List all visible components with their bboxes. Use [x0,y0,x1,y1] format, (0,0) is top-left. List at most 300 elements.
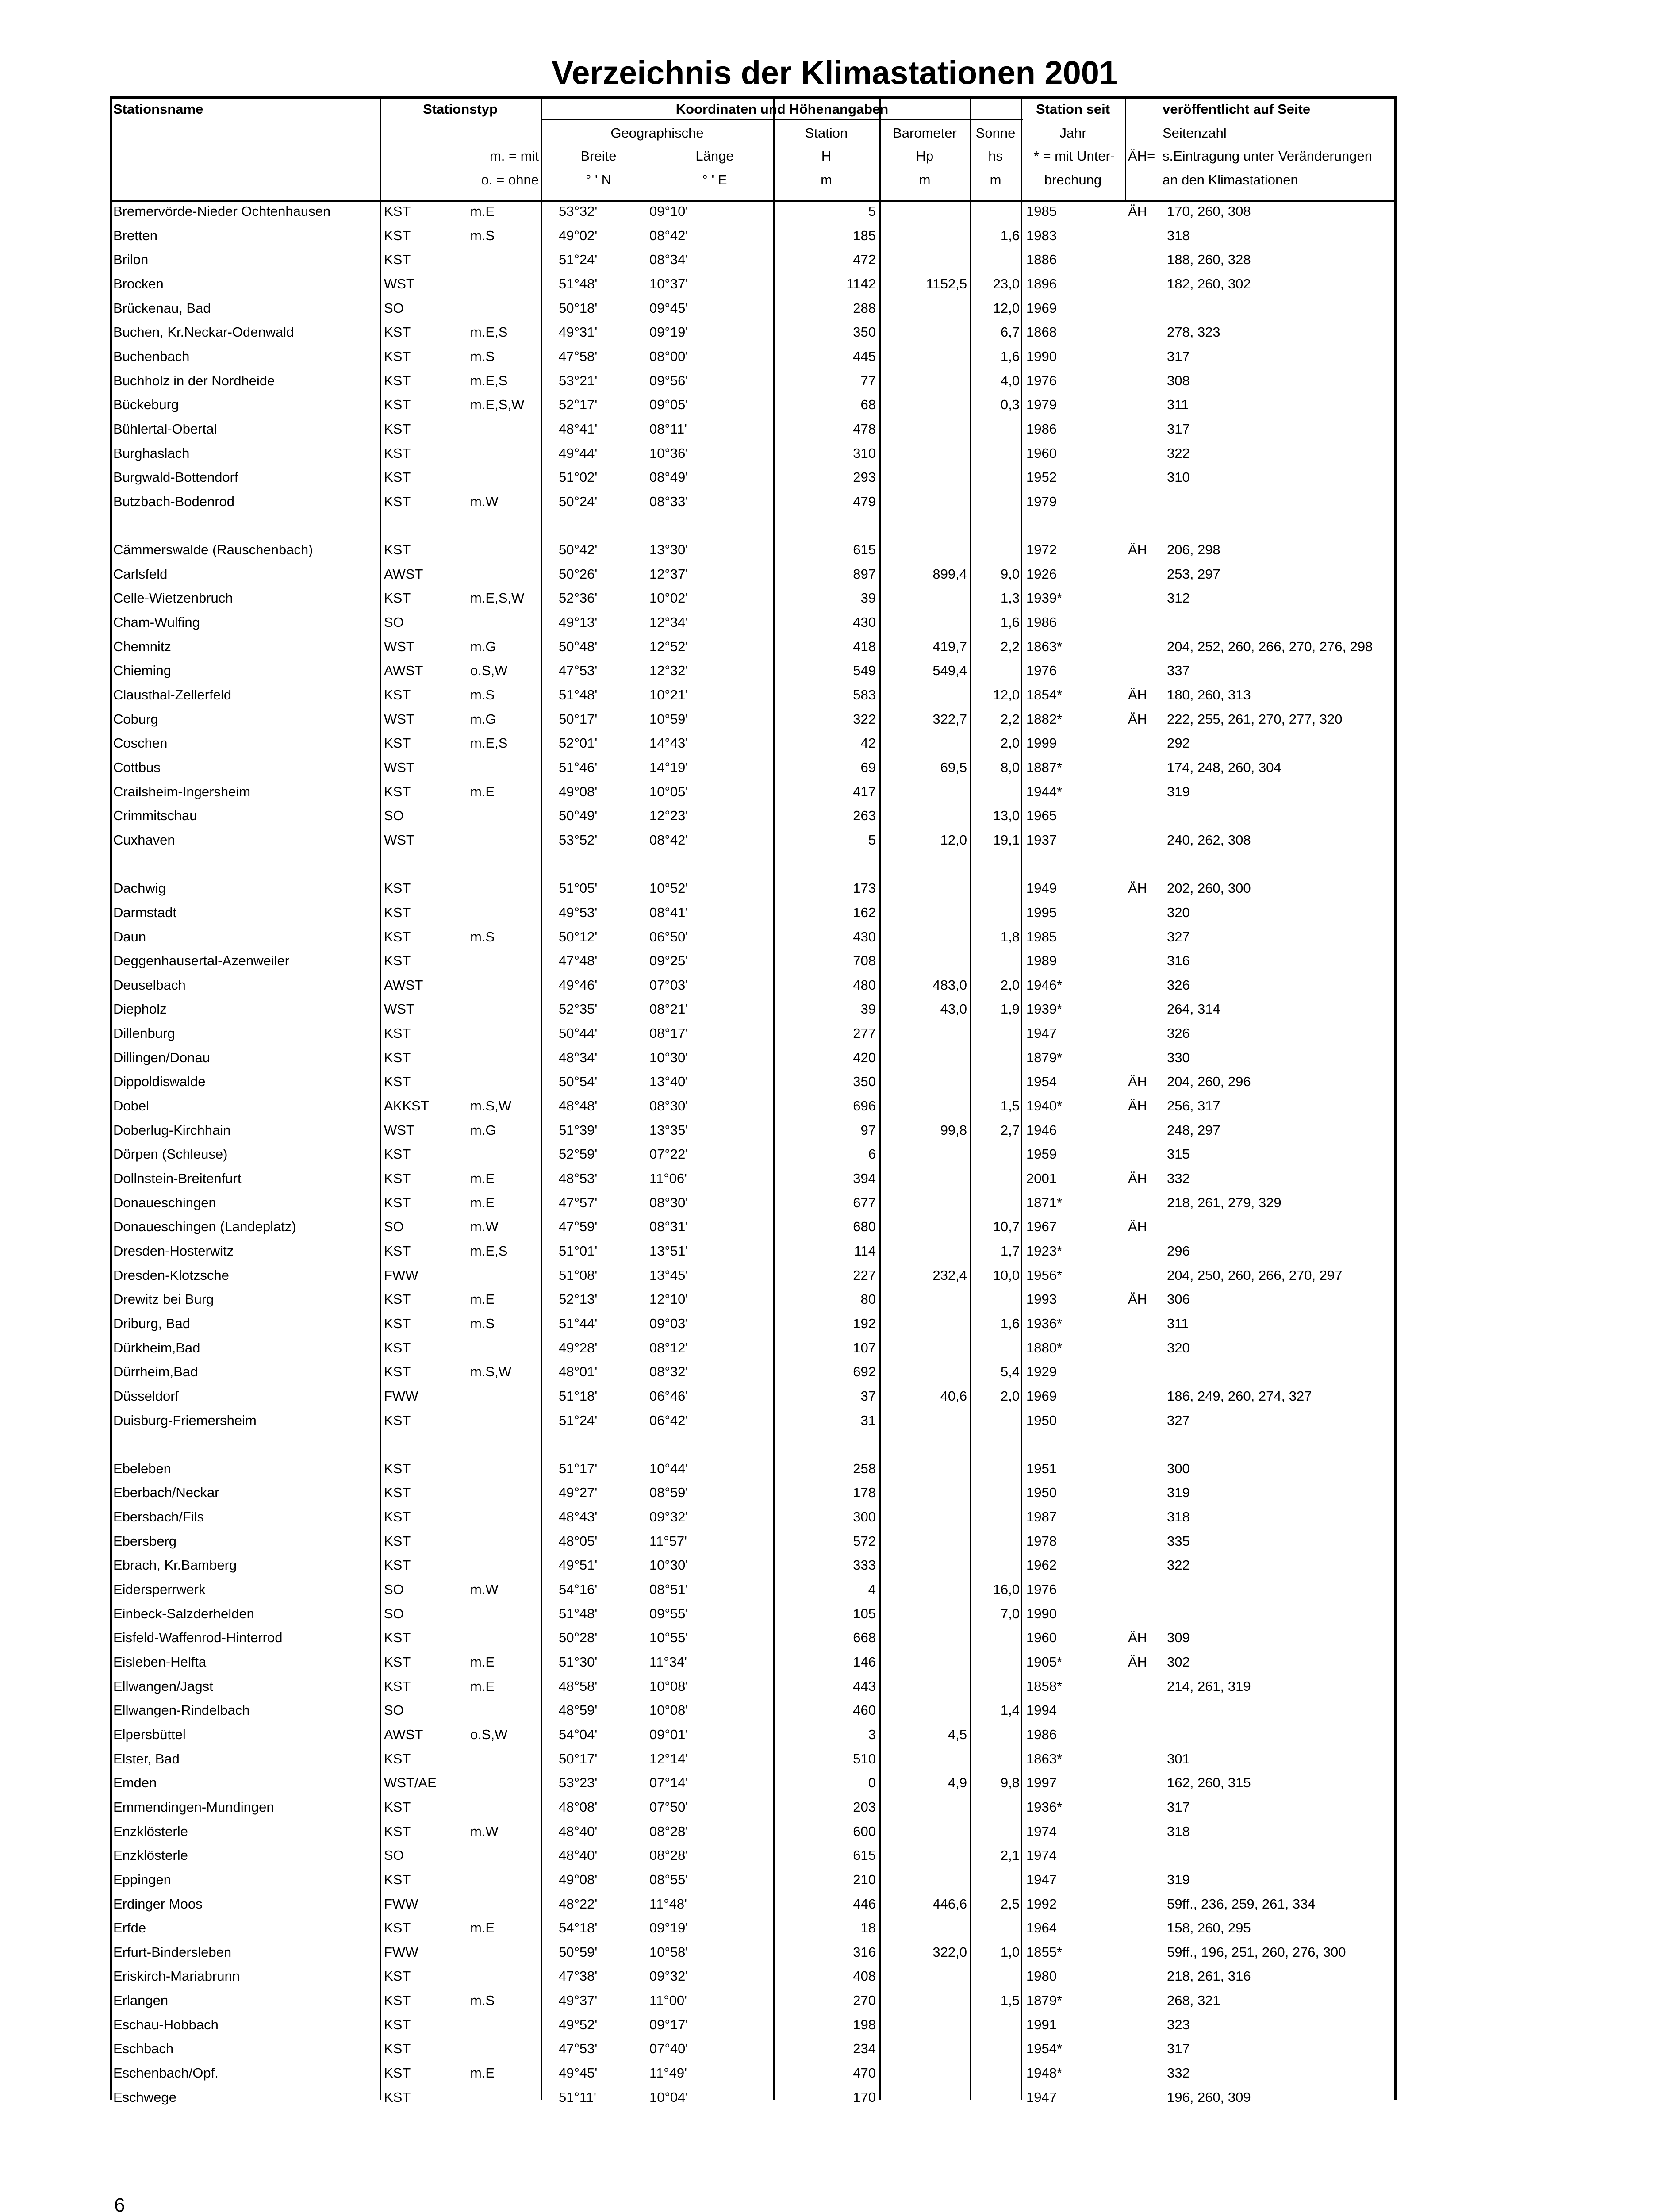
station-name: Eisleben-Helfta [113,1654,207,1670]
station-mit-ohne: m.E [470,1678,495,1694]
page-title: Verzeichnis der Klimastationen 2001 [551,54,1118,91]
station-name: Eisfeld-Waffenrod-Hinterrod [113,1630,283,1646]
station-since: 1854* [1026,687,1063,703]
station-name: Ebeleben [113,1460,172,1476]
longitude: 08°55' [649,1871,688,1887]
station-height: 97 [860,1122,876,1138]
longitude: 08°42' [649,832,688,848]
station-type: KST [384,1557,411,1573]
station-name: Erlangen [113,1993,169,2008]
station-since: 1947 [1026,2089,1057,2105]
station-name: Ebersbach/Fils [113,1509,204,1525]
barometer-height: 899,4 [932,566,967,582]
longitude: 08°00' [649,348,688,364]
published-pages: 59ff., 196, 251, 260, 276, 300 [1167,1944,1346,1960]
header-barometer-hp: Hp [916,148,934,164]
station-name: Dobel [113,1098,149,1114]
station-since: 1948* [1026,2065,1063,2081]
station-since: 1985 [1026,929,1057,945]
station-height: 5 [868,832,876,848]
station-since: 2001 [1026,1171,1057,1186]
station-type: KST [384,2041,411,2057]
station-height: 4 [868,1582,876,1598]
station-since: 1939* [1026,1001,1063,1017]
station-name: Brilon [113,252,149,268]
published-pages: 292 [1167,735,1190,751]
station-type: FWW [384,1267,418,1283]
longitude: 08°42' [649,227,688,243]
station-since: 1980 [1026,1968,1057,1984]
header-station: Station [805,125,848,141]
sun-height: 16,0 [993,1582,1020,1598]
aenderung-marker: ÄH [1128,1630,1147,1646]
station-name: Eppingen [113,1871,172,1887]
longitude: 12°37' [649,566,688,582]
station-since: 1937 [1026,832,1057,848]
station-since: 1939* [1026,590,1063,606]
station-height: 510 [853,1751,876,1767]
station-height: 394 [853,1171,876,1186]
latitude: 54°04' [559,1726,598,1742]
longitude: 08°11' [649,421,687,437]
station-type: KST [384,1630,411,1646]
station-name: Dachwig [113,880,166,896]
aenderung-marker: ÄH [1128,1098,1147,1114]
station-type: KST [384,1315,411,1331]
station-height: 446 [853,1896,876,1912]
station-type: KST [384,735,411,751]
longitude: 10°37' [649,276,688,292]
station-height: 692 [853,1364,876,1380]
longitude: 14°19' [649,759,688,775]
latitude: 48°08' [559,1799,598,1815]
station-type: KST [384,348,411,364]
station-type: WST [384,638,414,654]
station-since: 1950 [1026,1485,1057,1501]
published-pages: 320 [1167,1340,1190,1356]
station-type: KST [384,1920,411,1936]
published-pages: 204, 250, 260, 266, 270, 297 [1167,1267,1343,1283]
station-name: Ebrach, Kr.Bamberg [113,1557,237,1573]
station-type: SO [384,614,404,630]
station-since: 1946 [1026,1122,1057,1138]
station-height: 270 [853,1993,876,2008]
longitude: 08°51' [649,1582,688,1598]
station-name: Deuselbach [113,977,186,993]
station-since: 1989 [1026,953,1057,969]
station-height: 6 [868,1146,876,1162]
station-height: 263 [853,808,876,824]
station-type: SO [384,1702,404,1718]
station-height: 31 [860,1412,876,1428]
station-since: 1950 [1026,1412,1057,1428]
station-since: 1967 [1026,1219,1057,1235]
aenderung-marker: ÄH [1128,1291,1147,1307]
published-pages: 301 [1167,1751,1190,1767]
latitude: 50°17' [559,711,598,727]
latitude: 48°48' [559,1098,598,1114]
longitude: 08°59' [649,1485,688,1501]
station-since: 1954 [1026,1074,1057,1090]
station-since: 1954* [1026,2041,1063,2057]
latitude: 49°13' [559,614,598,630]
header-klimastationen: an den Klimastationen [1163,172,1298,188]
longitude: 09°32' [649,1509,688,1525]
published-pages: 186, 249, 260, 274, 327 [1167,1388,1312,1404]
station-type: KST [384,880,411,896]
station-type: AKKST [384,1098,429,1114]
header-stationstyp: Stationstyp [423,101,498,117]
station-type: FWW [384,1944,418,1960]
sun-height: 13,0 [993,808,1020,824]
station-since: 1999 [1026,735,1057,751]
station-mit-ohne: m.E [470,1291,495,1307]
longitude: 08°30' [649,1098,688,1114]
published-pages: 214, 261, 319 [1167,1678,1251,1694]
latitude: 49°46' [559,977,598,993]
longitude: 06°50' [649,929,688,945]
station-type: SO [384,300,404,316]
header-ah: ÄH= [1128,148,1155,164]
station-name: Eriskirch-Mariabrunn [113,1968,240,1984]
station-height: 480 [853,977,876,993]
latitude: 50°26' [559,566,598,582]
station-since: 1997 [1026,1775,1057,1791]
sun-height: 7,0 [1000,1605,1020,1621]
station-height: 210 [853,1871,876,1887]
published-pages: 174, 248, 260, 304 [1167,759,1281,775]
station-name: Buchen, Kr.Neckar-Odenwald [113,324,294,340]
published-pages: 311 [1167,397,1189,413]
sun-height: 10,0 [993,1267,1020,1283]
station-height: 178 [853,1485,876,1501]
station-mit-ohne: m.S,W [470,1364,511,1380]
station-type: KST [384,783,411,799]
station-since: 1879* [1026,1993,1063,2008]
longitude: 12°14' [649,1751,688,1767]
header-rule-koord [541,119,1023,120]
station-name: Bremervörde-Nieder Ochtenhausen [113,204,331,219]
station-name: Dillenburg [113,1025,175,1041]
station-since: 1993 [1026,1291,1057,1307]
longitude: 09°32' [649,1968,688,1984]
station-type: AWST [384,977,423,993]
station-type: SO [384,1219,404,1235]
published-pages: 240, 262, 308 [1167,832,1251,848]
station-type: KST [384,324,411,340]
station-type: KST [384,1025,411,1041]
published-pages: 222, 255, 261, 270, 277, 320 [1167,711,1343,727]
latitude: 47°59' [559,1219,598,1235]
latitude: 49°31' [559,324,598,340]
station-type: KST [384,2089,411,2105]
table-right-border [1394,96,1397,2100]
station-type: KST [384,1049,411,1065]
latitude: 48°40' [559,1847,598,1863]
published-pages: 204, 252, 260, 266, 270, 276, 298 [1167,638,1373,654]
aenderung-marker: ÄH [1128,204,1147,219]
latitude: 54°18' [559,1920,598,1936]
station-since: 1923* [1026,1243,1063,1259]
station-type: KST [384,397,411,413]
longitude: 07°22' [649,1146,688,1162]
aenderung-marker: ÄH [1128,711,1147,727]
station-height: 572 [853,1533,876,1549]
station-height: 162 [853,904,876,920]
station-height: 600 [853,1823,876,1839]
station-name: Düsseldorf [113,1388,179,1404]
latitude: 51°02' [559,469,598,485]
station-type: WST [384,276,414,292]
latitude: 48°43' [559,1509,598,1525]
latitude: 47°38' [559,1968,598,1984]
station-name: Dürrheim,Bad [113,1364,198,1380]
longitude: 08°12' [649,1340,688,1356]
longitude: 10°44' [649,1460,688,1476]
station-since: 1936* [1026,1799,1063,1815]
station-type: KST [384,1485,411,1501]
longitude: 11°49' [649,2065,687,2081]
published-pages: 302 [1167,1654,1190,1670]
published-pages: 317 [1167,2041,1190,2057]
station-type: KST [384,2065,411,2081]
station-type: WST/AE [384,1775,437,1791]
station-since: 1994 [1026,1702,1057,1718]
longitude: 09°05' [649,397,688,413]
station-since: 1986 [1026,614,1057,630]
station-height: 39 [860,590,876,606]
published-pages: 256, 317 [1167,1098,1220,1114]
station-mit-ohne: m.E [470,1171,495,1186]
station-type: KST [384,227,411,243]
station-mit-ohne: m.E,S [470,735,508,751]
station-height: 479 [853,493,876,509]
station-height: 18 [860,1920,876,1936]
station-height: 1142 [846,276,876,292]
station-name: Elster, Bad [113,1751,180,1767]
latitude: 49°37' [559,1993,598,2008]
station-mit-ohne: m.S,W [470,1098,511,1114]
station-mit-ohne: m.S [470,929,495,945]
station-type: KST [384,687,411,703]
station-height: 680 [853,1219,876,1235]
station-name: Drewitz bei Burg [113,1291,214,1307]
station-type: KST [384,1460,411,1476]
station-since: 1991 [1026,2016,1057,2032]
station-since: 1962 [1026,1557,1057,1573]
station-height: 430 [853,614,876,630]
station-height: 198 [853,2016,876,2032]
station-since: 1887* [1026,759,1063,775]
station-mit-ohne: m.G [470,711,496,727]
station-type: WST [384,832,414,848]
longitude: 10°08' [649,1702,688,1718]
published-pages: 322 [1167,1557,1190,1573]
sun-height: 1,6 [1000,348,1020,364]
longitude: 09°01' [649,1726,688,1742]
longitude: 10°05' [649,783,688,799]
header-station-h: H [821,148,832,164]
station-type: SO [384,1582,404,1598]
station-name: Coschen [113,735,168,751]
station-since: 1986 [1026,421,1057,437]
station-name: Bühlertal-Obertal [113,421,217,437]
sun-height: 1,6 [1000,227,1020,243]
published-pages: 206, 298 [1167,542,1220,558]
station-since: 1983 [1026,227,1057,243]
station-height: 897 [853,566,876,582]
header-sonne-hs: hs [988,148,1003,164]
latitude: 50°28' [559,1630,598,1646]
longitude: 13°51' [649,1243,688,1259]
column-rule-0 [380,96,381,2100]
station-type: KST [384,1412,411,1428]
latitude: 52°13' [559,1291,598,1307]
sun-height: 0,3 [1000,397,1020,413]
longitude: 09°03' [649,1315,688,1331]
published-pages: 218, 261, 316 [1167,1968,1251,1984]
station-height: 350 [853,324,876,340]
header-barometer: Barometer [893,125,957,141]
station-height: 316 [853,1944,876,1960]
station-since: 1990 [1026,348,1057,364]
barometer-height: 322,7 [932,711,967,727]
sun-height: 2,7 [1000,1122,1020,1138]
longitude: 07°14' [649,1775,688,1791]
latitude: 50°18' [559,300,598,316]
station-type: KST [384,2016,411,2032]
header-sonne-m: m [990,172,1001,188]
longitude: 10°30' [649,1049,688,1065]
station-type: KST [384,1509,411,1525]
longitude: 14°43' [649,735,688,751]
station-type: KST [384,1968,411,1984]
station-name: Crailsheim-Ingersheim [113,783,251,799]
longitude: 08°49' [649,469,688,485]
station-height: 293 [853,469,876,485]
station-name: Dresden-Hosterwitz [113,1243,234,1259]
aenderung-marker: ÄH [1128,1171,1147,1186]
header-geographische: Geographische [610,125,704,141]
barometer-height: 12,0 [940,832,967,848]
station-since: 1960 [1026,1630,1057,1646]
latitude: 47°57' [559,1194,598,1210]
station-name: Emden [113,1775,157,1791]
station-name: Ellwangen-Rindelbach [113,1702,250,1718]
longitude: 06°42' [649,1412,688,1428]
station-height: 460 [853,1702,876,1718]
header-breite-unit: ° ' N [586,172,611,188]
station-type: KST [384,1074,411,1090]
barometer-height: 69,5 [940,759,967,775]
station-name: Ebersberg [113,1533,177,1549]
published-pages: 204, 260, 296 [1167,1074,1251,1090]
published-pages: 188, 260, 328 [1167,252,1251,268]
published-pages: 327 [1167,929,1190,945]
published-pages: 308 [1167,373,1190,388]
station-type: WST [384,759,414,775]
header-eintragung: s.Eintragung unter Veränderungen [1163,148,1372,164]
station-name: Coburg [113,711,158,727]
station-since: 1871* [1026,1194,1063,1210]
sun-height: 1,4 [1000,1702,1020,1718]
station-height: 668 [853,1630,876,1646]
published-pages: 218, 261, 279, 329 [1167,1194,1281,1210]
station-type: WST [384,711,414,727]
station-since: 1947 [1026,1871,1057,1887]
longitude: 10°08' [649,1678,688,1694]
published-pages: 310 [1167,469,1190,485]
longitude: 07°50' [649,1799,688,1815]
sun-height: 5,4 [1000,1364,1020,1380]
barometer-height: 43,0 [940,1001,967,1017]
station-type: KST [384,1291,411,1307]
station-height: 192 [853,1315,876,1331]
latitude: 51°30' [559,1654,598,1670]
sun-height: 9,0 [1000,566,1020,582]
longitude: 10°55' [649,1630,688,1646]
longitude: 07°40' [649,2041,688,2057]
latitude: 47°53' [559,663,598,679]
header-m-mit: m. = mit [489,148,539,164]
published-pages: 309 [1167,1630,1190,1646]
station-mit-ohne: m.S [470,348,495,364]
station-type: SO [384,1605,404,1621]
station-mit-ohne: m.S [470,687,495,703]
published-pages: 317 [1167,348,1190,364]
header-mit-unter: * = mit Unter- [1033,148,1115,164]
station-name: Chemnitz [113,638,171,654]
station-since: 1960 [1026,445,1057,461]
header-breite: Breite [580,148,617,164]
latitude: 49°08' [559,783,598,799]
sun-height: 9,8 [1000,1775,1020,1791]
station-name: Darmstadt [113,904,176,920]
published-pages: 180, 260, 313 [1167,687,1251,703]
sun-height: 1,5 [1000,1098,1020,1114]
longitude: 11°48' [649,1896,687,1912]
station-height: 37 [860,1388,876,1404]
header-o-ohne: o. = ohne [481,172,539,188]
published-pages: 330 [1167,1049,1190,1065]
station-since: 1985 [1026,204,1057,219]
station-since: 1929 [1026,1364,1057,1380]
station-type: KST [384,1171,411,1186]
latitude: 50°59' [559,1944,598,1960]
station-mit-ohne: m.S [470,227,495,243]
station-name: Elpersbüttel [113,1726,186,1742]
station-mit-ohne: m.W [470,1219,499,1235]
station-name: Enzklösterle [113,1823,188,1839]
published-pages: 319 [1167,1485,1190,1501]
station-name: Burgwald-Bottendorf [113,469,238,485]
sun-height: 2,2 [1000,711,1020,727]
sun-height: 2,0 [1000,735,1020,751]
station-height: 69 [860,759,876,775]
station-mit-ohne: m.E [470,1654,495,1670]
longitude: 12°52' [649,638,688,654]
station-mit-ohne: m.E [470,204,495,219]
station-since: 1855* [1026,1944,1063,1960]
station-name: Bretten [113,227,157,243]
sun-height: 2,0 [1000,1388,1020,1404]
station-type: KST [384,1243,411,1259]
longitude: 08°28' [649,1823,688,1839]
station-height: 68 [860,397,876,413]
station-name: Eschau-Hobbach [113,2016,219,2032]
table-top-border [110,96,1397,99]
station-since: 1965 [1026,808,1057,824]
